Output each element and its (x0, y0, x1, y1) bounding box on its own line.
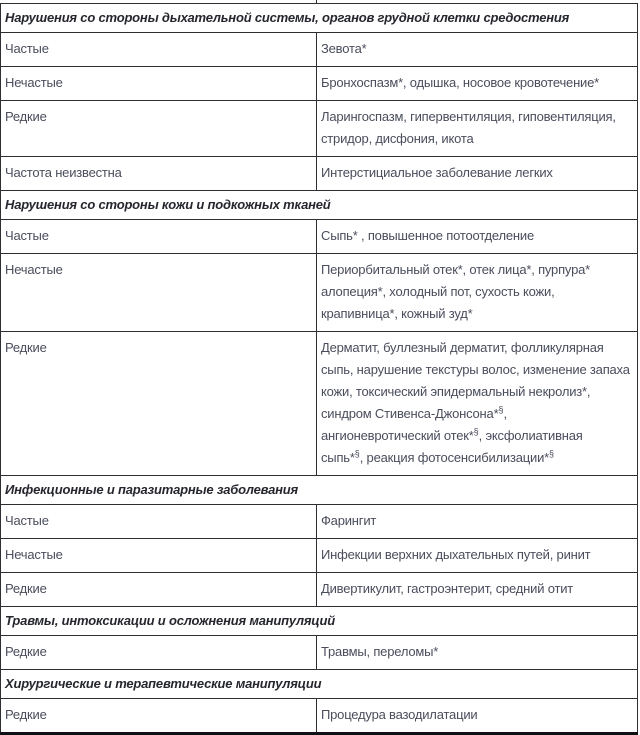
adverse-reactions-table-body (1, 4, 638, 734)
effects-cell: Травмы, переломы* (317, 636, 638, 670)
table-row (1, 699, 638, 734)
section-header-row (1, 4, 638, 33)
table-row (1, 332, 638, 476)
table-row (1, 33, 638, 67)
frequency-cell: Редкие (1, 699, 317, 734)
effects-cell: Инфекции верхних дыхательных путей, ринит (317, 539, 638, 573)
effects-cell: Фарингит (317, 505, 638, 539)
effects-cell: Ларингоспазм, гипервентиляция, гиповентиляция, стридор, дисфония, икота (317, 101, 638, 157)
section-header-row (1, 670, 638, 699)
section-header: Нарушения со стороны кожи и подкожных тканей (1, 191, 638, 220)
table-row (1, 505, 638, 539)
section-header: Хирургические и терапевтические манипуляции (1, 670, 638, 699)
section-header-row (1, 607, 638, 636)
frequency-cell: Нечастые (1, 67, 317, 101)
frequency-cell: Частые (1, 505, 317, 539)
section-header-row (1, 476, 638, 505)
section-header: Нарушения со стороны дыхательной системы, органов грудной клетки средостения (1, 4, 638, 33)
table-row (1, 573, 638, 607)
effects-cell: Периорбитальный отек*, отек лица*, пурпура* алопеция*, холодный пот, сухость кожи, крапивница*, кожный зуд* (317, 254, 638, 332)
table-row (1, 101, 638, 157)
frequency-cell: Частота неизвестна (1, 157, 317, 191)
section-header: Травмы, интоксикации и осложнения манипуляций (1, 607, 638, 636)
effects-cell: Бронхоспазм*, одышка, носовое кровотечение* (317, 67, 638, 101)
section-header: Инфекционные и паразитарные заболевания (1, 476, 638, 505)
table-row (1, 67, 638, 101)
frequency-cell: Редкие (1, 101, 317, 157)
effects-cell: Зевота* (317, 33, 638, 67)
frequency-cell: Нечастые (1, 254, 317, 332)
table-row (1, 157, 638, 191)
effects-cell: Интерстициальное заболевание легких (317, 157, 638, 191)
table-row (1, 539, 638, 573)
adverse-reactions-table-grid (0, 3, 638, 735)
effects-cell: Сыпь* , повышенное потоотделение (317, 220, 638, 254)
frequency-cell: Нечастые (1, 539, 317, 573)
section-header-row (1, 191, 638, 220)
frequency-cell: Редкие (1, 636, 317, 670)
frequency-cell: Частые (1, 33, 317, 67)
effects-cell: Дерматит, буллезный дерматит, фолликулярная сыпь, нарушение текстуры волос, изменение запаха кожи, токсический эпидермальный некролиз*, синдром Стивенса-Джонсона*§, ангионевротический отек*§, эксфолиативная сыпь*§, реакция фотосенсибилизации*§ (317, 332, 638, 476)
adverse-reactions-table (0, 3, 638, 735)
frequency-cell: Частые (1, 220, 317, 254)
table-row (1, 254, 638, 332)
table-row (1, 220, 638, 254)
effects-cell: Дивертикулит, гастроэнтерит, средний отит (317, 573, 638, 607)
table-row (1, 636, 638, 670)
frequency-cell: Редкие (1, 332, 317, 476)
frequency-cell: Редкие (1, 573, 317, 607)
effects-cell: Процедура вазодилатации (317, 699, 638, 734)
